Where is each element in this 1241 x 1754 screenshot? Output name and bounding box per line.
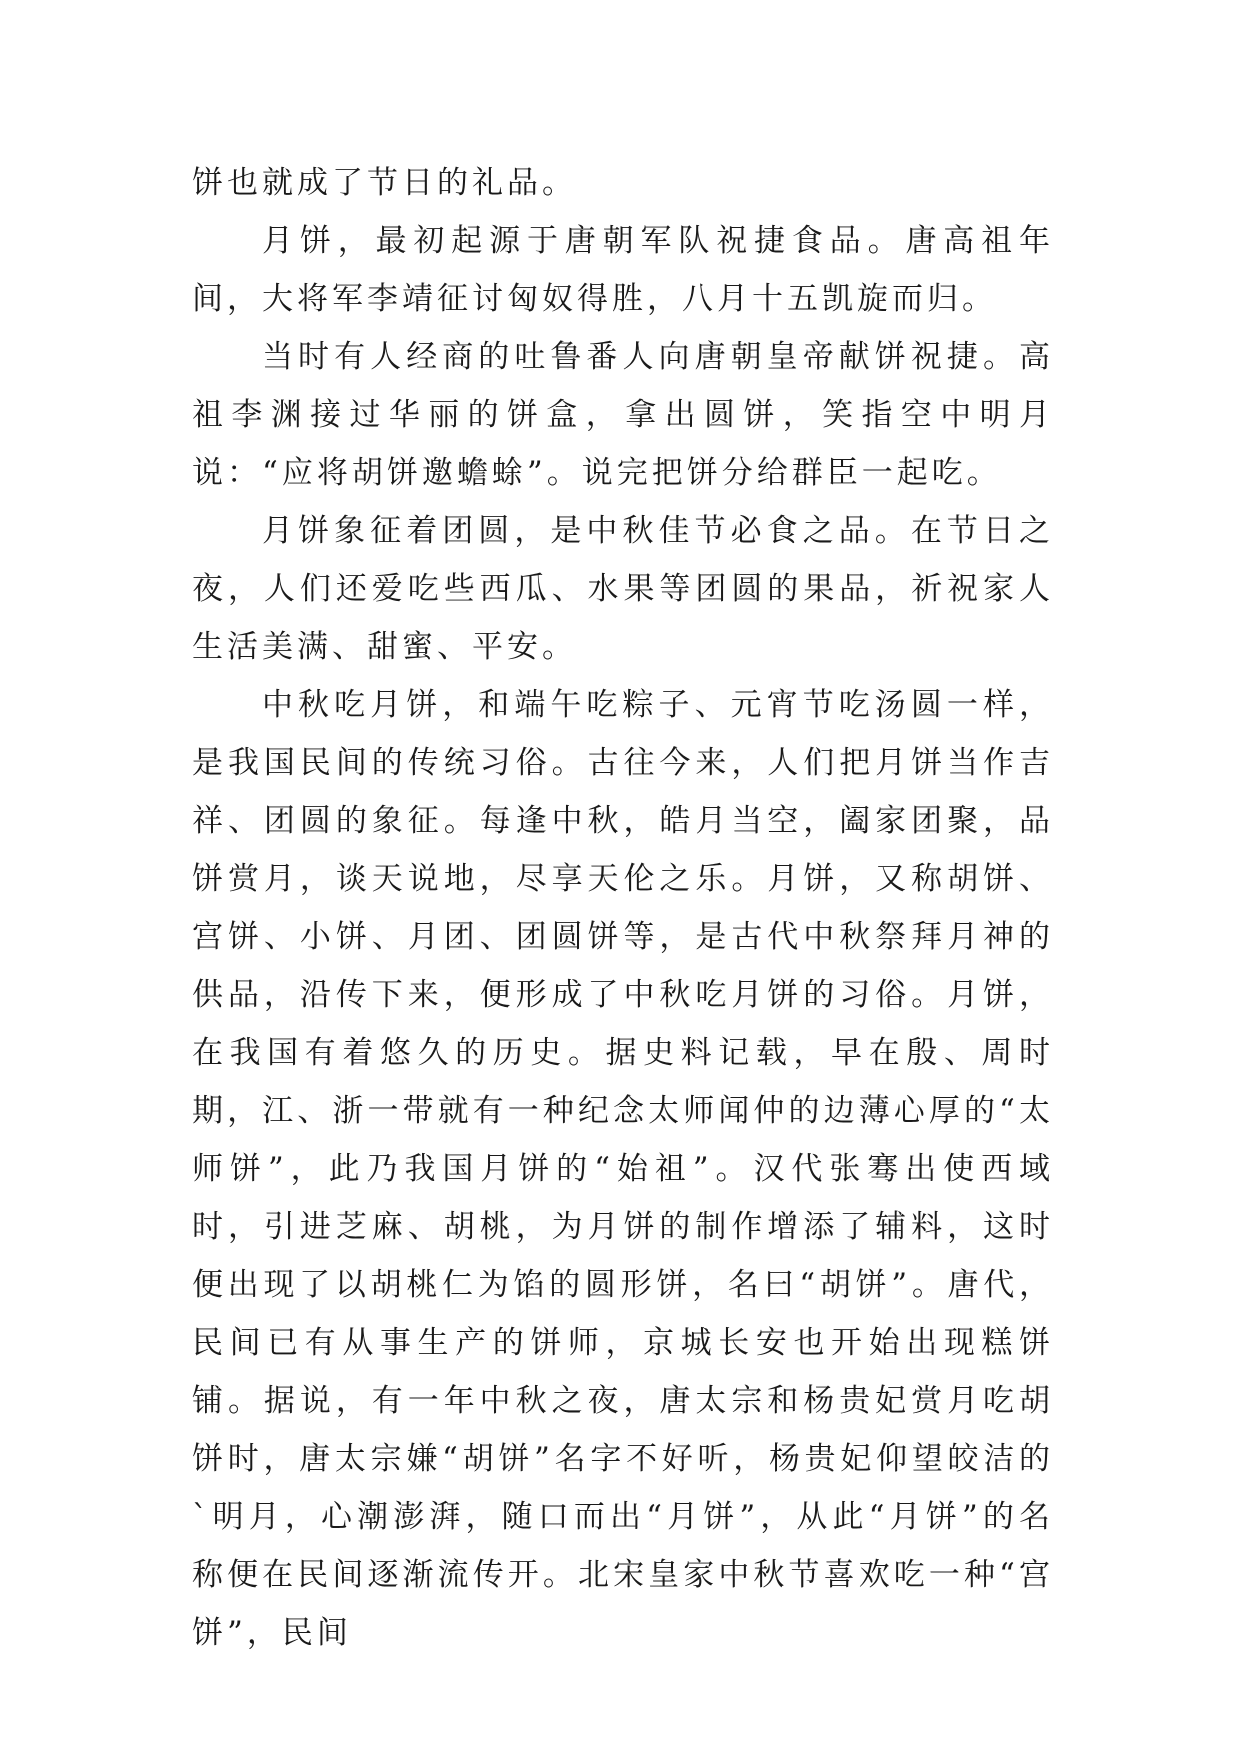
paragraph-2: 月饼，最初起源于唐朝军队祝捷食品。唐高祖年间，大将军李靖征讨匈奴得胜，八月十五凯旋而归。 <box>192 223 1054 317</box>
paragraph-3: 当时有人经商的吐鲁番人向唐朝皇帝献饼祝捷。高祖李渊接过华丽的饼盒，拿出圆饼，笑指空中明月说：“应将胡饼邀蟾蜍”。说完把饼分给群臣一起吃。 <box>192 339 1054 491</box>
paragraph-4: 月饼象征着团圆，是中秋佳节必食之品。在节日之夜，人们还爱吃些西瓜、水果等团圆的果品，祈祝家人生活美满、甜蜜、平安。 <box>192 513 1054 665</box>
paragraph-5: 中秋吃月饼，和端午吃粽子、元宵节吃汤圆一样，是我国民间的传统习俗。古往今来，人们把月饼当作吉祥、团圆的象征。每逢中秋，皓月当空，阖家团聚，品饼赏月，谈天说地，尽享天伦之乐。月饼，又称胡饼、宫饼、小饼、月团、团圆饼等，是古代中秋祭拜月神的供品，沿传下来，便形成了中秋吃月饼的习俗。月饼，在我国有着悠久的历史。据史料记载，早在殷、周时期，江、浙一带就有一种纪念太师闻仲的边薄心厚的“太师饼”，此乃我国月饼的“始祖”。汉代张骞出使西域时，引进芝麻、胡桃，为月饼的制作增添了辅料，这时便出现了以胡桃仁为馅的圆形饼，名曰“胡饼”。唐代，民间已有从事生产的饼师，京城长安也开始出现糕饼铺。据说，有一年中秋之夜，唐太宗和杨贵妃赏月吃胡饼时，唐太宗嫌“胡饼”名字不好听，杨贵妃仰望皎洁的`明月，心潮澎湃，随口而出“月饼”，从此“月饼”的名称便在民间逐渐流传开。北宋皇家中秋节喜欢吃一种“宫饼”，民间 <box>192 687 1054 1651</box>
document-body <box>192 154 1054 1662</box>
paragraph-1: 饼也就成了节日的礼品。 <box>192 165 577 201</box>
